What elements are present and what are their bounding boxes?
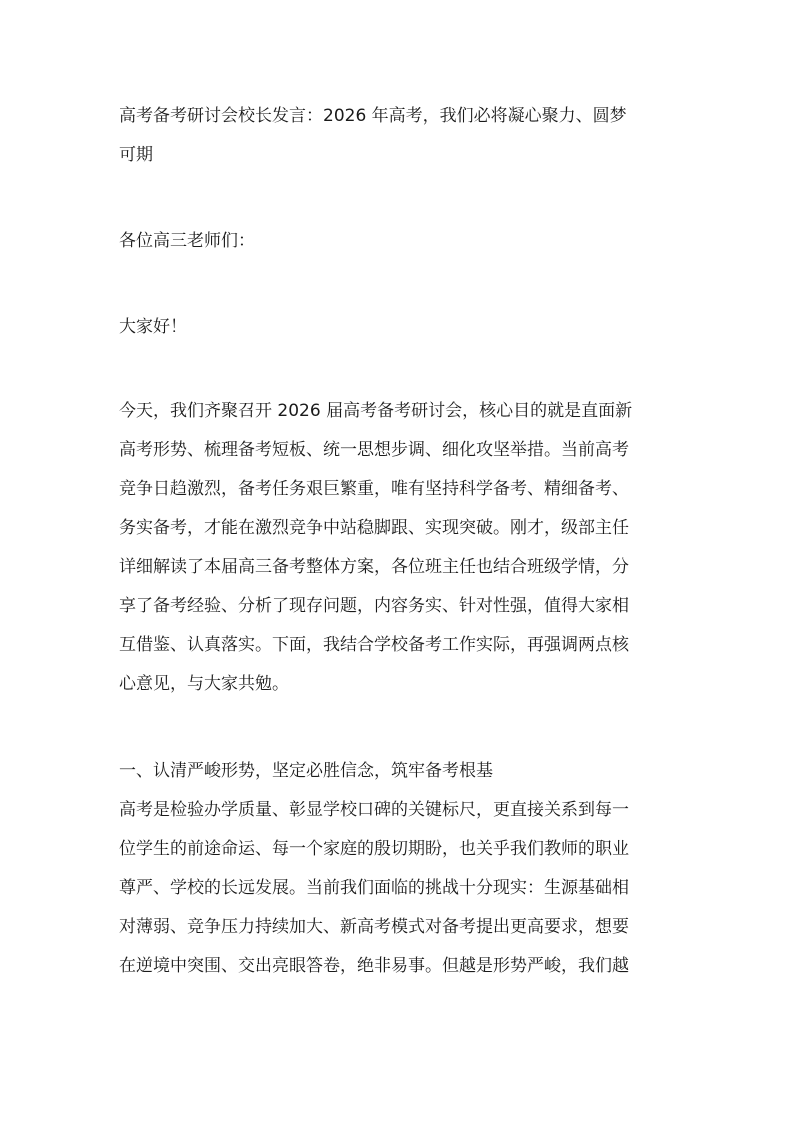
section-1-line-4: 对薄弱、竞争压力持续加大、新高考模式对备考提出更高要求，想要 (119, 917, 629, 937)
section-1-line-1: 高考是检验办学质量、彰显学校口碑的关键标尺，更直接关系到每一 (119, 800, 629, 820)
intro-line-6: 享了备考经验、分析了现存问题，内容务实、针对性强，值得大家相 (119, 596, 629, 616)
intro-line-5: 详细解读了本届高三备考整体方案，各位班主任也结合班级学情，分 (119, 557, 629, 577)
intro-line-7: 互借鉴、认真落实。下面，我结合学校备考工作实际，再强调两点核 (119, 635, 629, 655)
intro-line-3: 竞争日趋激烈，备考任务艰巨繁重，唯有坚持科学备考、精细备考、 (119, 479, 629, 499)
section-1-line-3: 尊严、学校的长远发展。当前我们面临的挑战十分现实：生源基础相 (119, 878, 629, 898)
document-title-line-1: 高考备考研讨会校长发言：2026 年高考，我们必将凝心聚力、圆梦 (119, 106, 627, 126)
section-1-line-5: 在逆境中突围、交出亮眼答卷，绝非易事。但越是形势严峻，我们越 (119, 956, 629, 976)
intro-line-2: 高考形势、梳理备考短板、统一思想步调、细化攻坚举措。当前高考 (119, 440, 629, 460)
intro-line-4: 务实备考，才能在激烈竞争中站稳脚跟、实现突破。刚才，级部主任 (119, 518, 629, 538)
intro-line-8: 心意见，与大家共勉。 (119, 674, 289, 694)
greeting: 大家好！ (119, 317, 187, 337)
section-1-line-2: 位学生的前途命运、每一个家庭的殷切期盼，也关乎我们教师的职业 (119, 839, 629, 859)
intro-line-1: 今天，我们齐聚召开 2026 届高考备考研讨会，核心目的就是直面新 (119, 401, 633, 421)
document-title-line-2: 可期 (119, 145, 153, 165)
salutation: 各位高三老师们： (119, 231, 255, 251)
section-1-heading: 一、认清严峻形势，坚定必胜信念，筑牢备考根基 (119, 761, 493, 781)
